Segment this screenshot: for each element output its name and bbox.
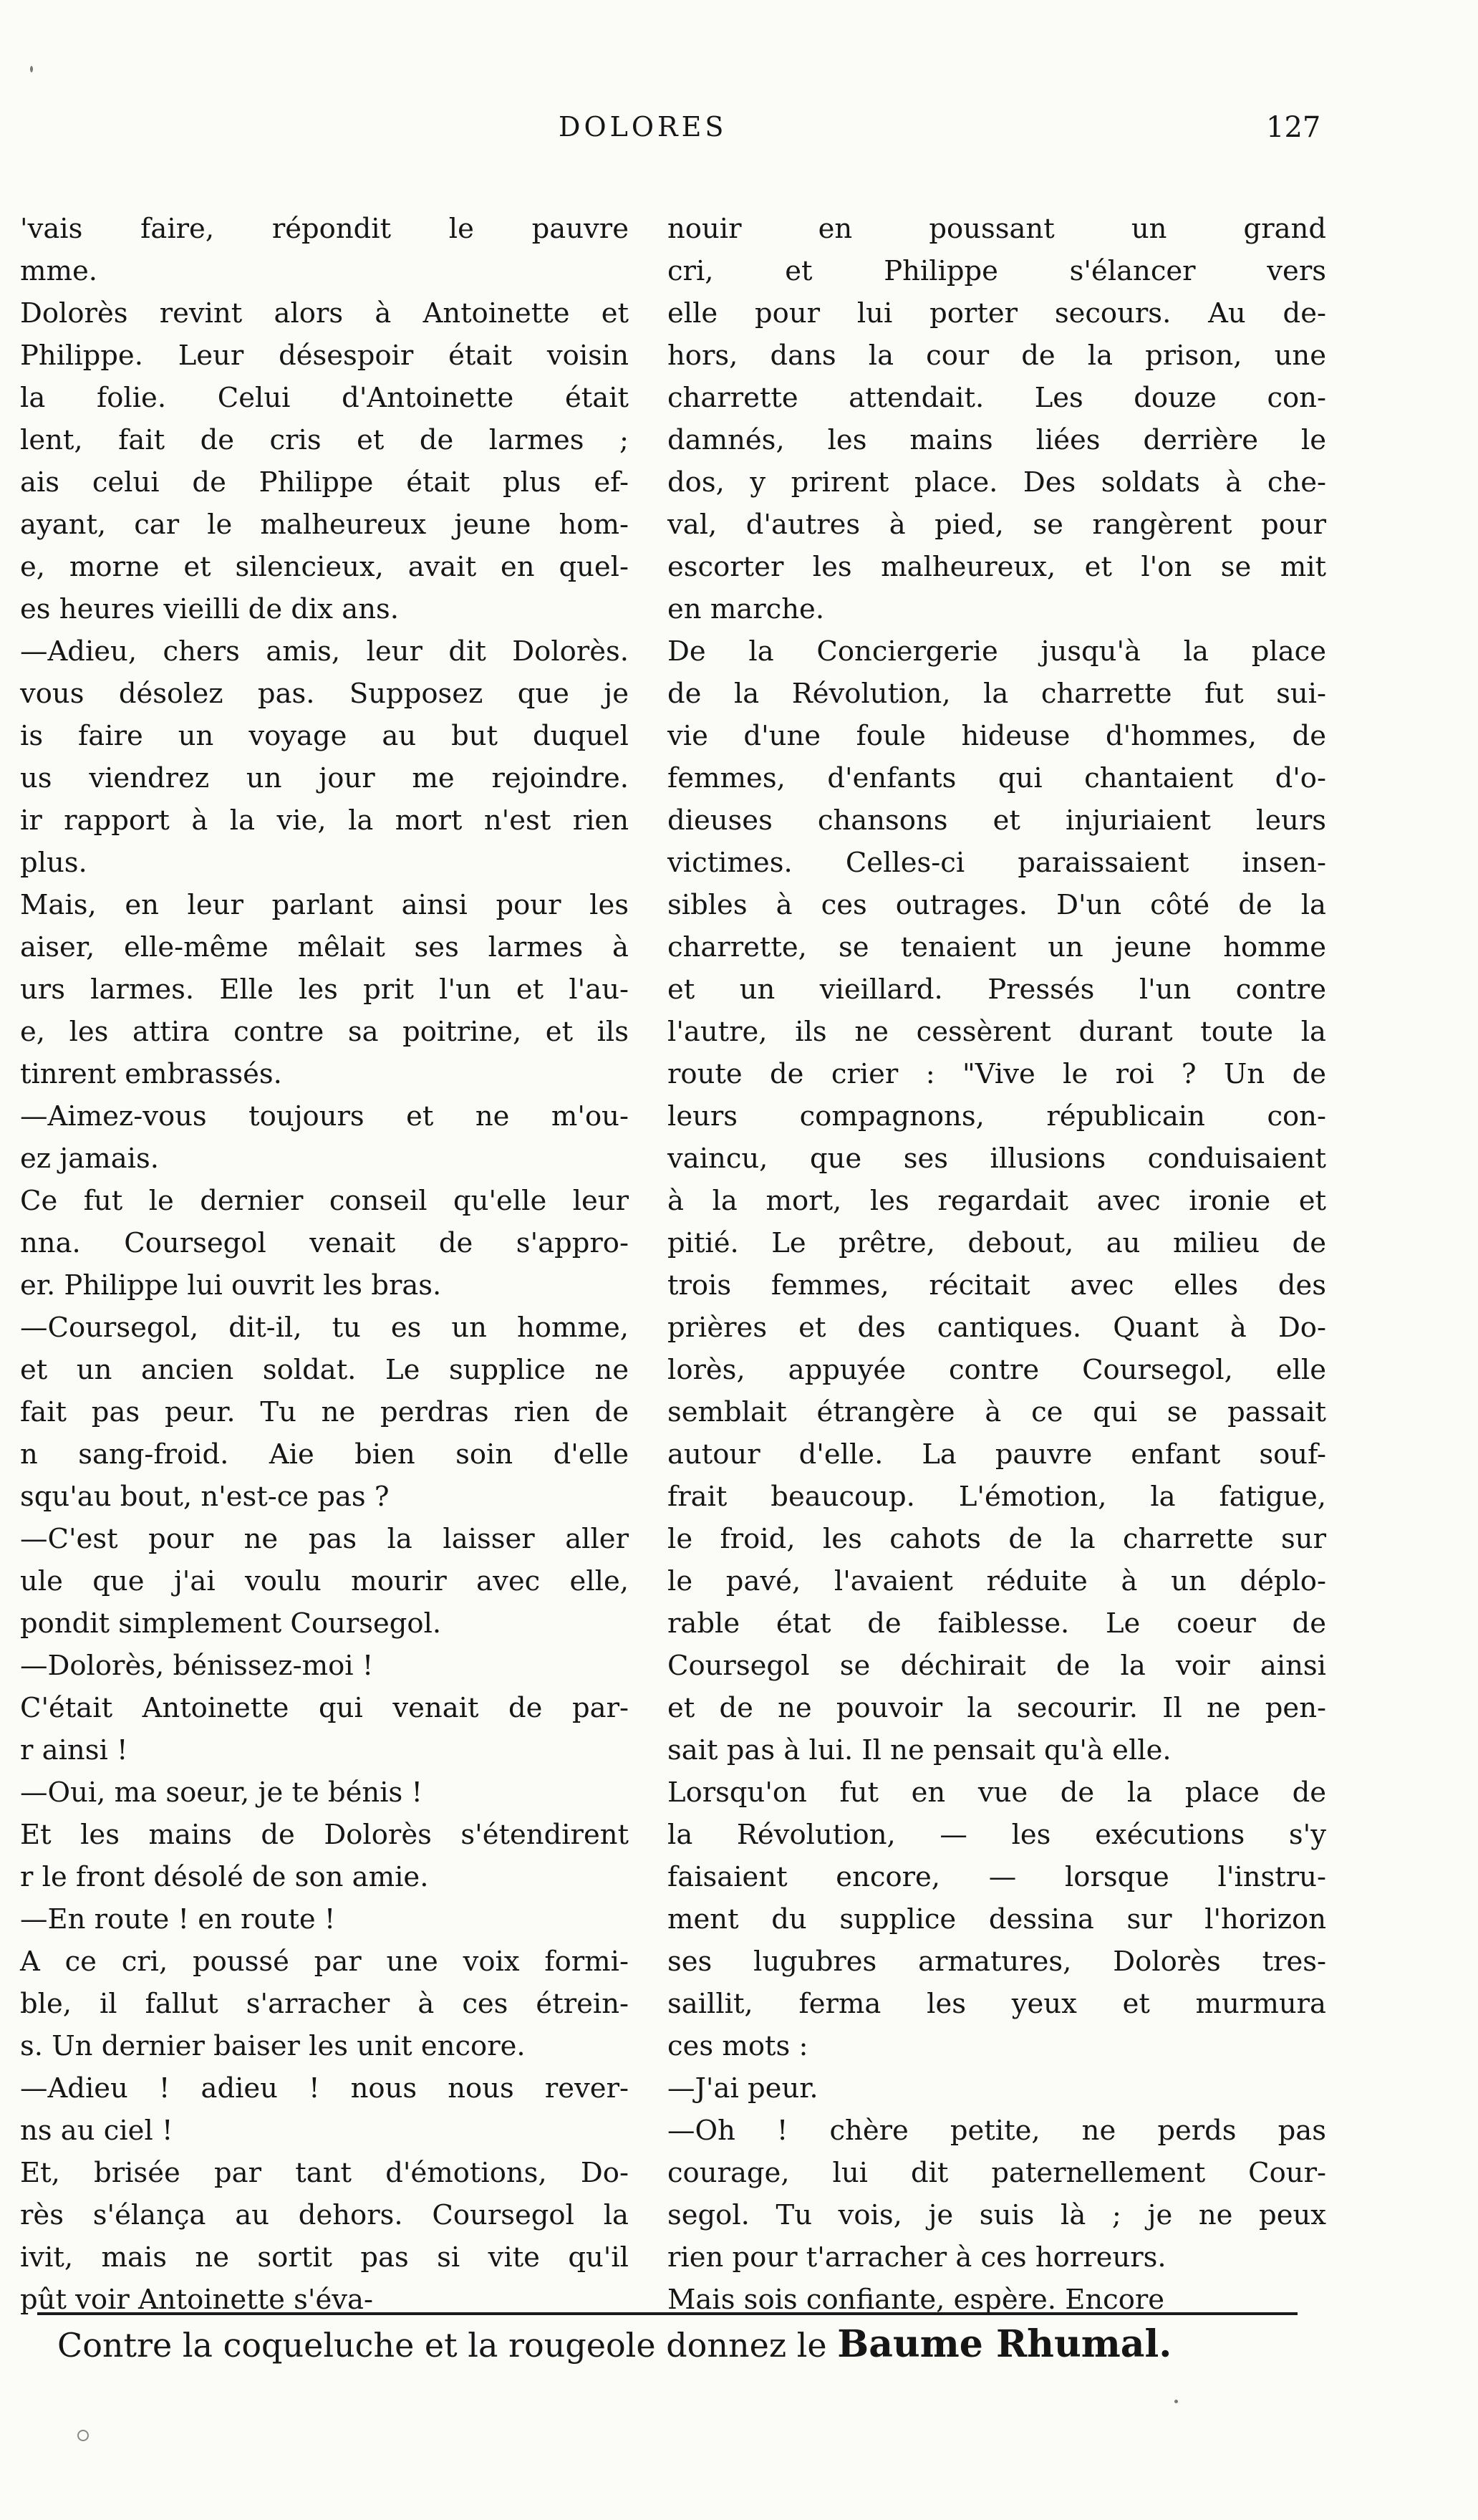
text-line: vous désolez pas. Supposez que je [20, 678, 629, 710]
text-line: trois femmes, récitait avec elles des [667, 1269, 1326, 1302]
text-line: charrette attendait. Les douze con- [667, 382, 1326, 414]
text-line: er. Philippe lui ouvrit les bras. [20, 1269, 442, 1302]
text-line: prières et des cantiques. Quant à Do- [667, 1312, 1326, 1344]
footer-rule [37, 2312, 1298, 2315]
paper-speck [77, 2430, 89, 2441]
text-line: —Oh ! chère petite, ne perds pas [667, 2115, 1326, 2147]
text-line: Ce fut le dernier conseil qu'elle leur [20, 1185, 629, 1217]
text-line: damnés, les mains liées derrière le [667, 424, 1326, 456]
text-line: 'vais faire, répondit le pauvre [20, 213, 629, 245]
text-line: de la Révolution, la charrette fut sui- [667, 678, 1326, 710]
text-line: courage, lui dit paternellement Cour- [667, 2157, 1326, 2189]
text-line: vaincu, que ses illusions conduisaient [667, 1143, 1326, 1175]
text-line: ir rapport à la vie, la mort n'est rien [20, 804, 629, 837]
text-line: urs larmes. Elle les prit l'un et l'au- [20, 973, 629, 1006]
text-line: l'autre, ils ne cessèrent durant toute la [667, 1016, 1326, 1048]
text-line: elle pour lui porter secours. Au de- [667, 297, 1326, 330]
text-line: nna. Coursegol venait de s'appro- [20, 1227, 629, 1259]
text-line: n sang-froid. Aie bien soin d'elle [20, 1438, 629, 1471]
paper-speck [30, 66, 33, 72]
text-line: leurs compagnons, républicain con- [667, 1100, 1326, 1132]
text-line: cri, et Philippe s'élancer vers [667, 255, 1326, 287]
text-line: Coursegol se déchirait de la voir ainsi [667, 1650, 1326, 1682]
text-line: dos, y prirent place. Des soldats à che- [667, 466, 1326, 499]
page-number: 127 [1266, 111, 1321, 144]
text-line: segol. Tu vois, je suis là ; je ne peux [667, 2199, 1326, 2231]
text-line: à la mort, les regardait avec ironie et [667, 1185, 1326, 1217]
text-line: s. Un dernier baiser les unit encore. [20, 2030, 526, 2062]
text-line: e, les attira contre sa poitrine, et ils [20, 1016, 629, 1048]
text-line: ble, il fallut s'arracher à ces étrein- [20, 1988, 629, 2020]
text-line: ivit, mais ne sortit pas si vite qu'il [20, 2241, 629, 2274]
text-line: semblait étrangère à ce qui se passait [667, 1396, 1326, 1428]
text-line: sait pas à lui. Il ne pensait qu'à elle. [667, 1734, 1172, 1766]
text-line: —Coursegol, dit-il, tu es un homme, [20, 1312, 629, 1344]
text-line: la Révolution, — les exécutions s'y [667, 1819, 1326, 1851]
text-line: ns au ciel ! [20, 2115, 173, 2147]
text-line: le froid, les cahots de la charrette sur [667, 1523, 1326, 1555]
advert-text: Contre la coqueluche et la rougeole donnez le [57, 2326, 827, 2365]
running-title: DOLORES [559, 111, 728, 143]
text-line: frait beaucoup. L'émotion, la fatigue, [667, 1481, 1326, 1513]
text-line: ses lugubres armatures, Dolorès tres- [667, 1946, 1326, 1978]
text-line: hors, dans la cour de la prison, une [667, 340, 1326, 372]
text-line: r ainsi ! [20, 1734, 128, 1766]
text-line: Mais, en leur parlant ainsi pour les [20, 889, 629, 921]
text-line: la folie. Celui d'Antoinette était [20, 382, 629, 414]
text-line: plus. [20, 847, 87, 879]
page-header [0, 111, 1478, 154]
text-line: rien pour t'arracher à ces horreurs. [667, 2241, 1167, 2274]
text-line: squ'au bout, n'est-ce pas ? [20, 1481, 390, 1513]
text-line: femmes, d'enfants qui chantaient d'o- [667, 762, 1326, 794]
text-line: —Aimez-vous toujours et ne m'ou- [20, 1100, 629, 1132]
left-text-column [20, 208, 629, 2321]
text-line: pitié. Le prêtre, debout, au milieu de [667, 1227, 1326, 1259]
text-line: faisaient encore, — lorsque l'instru- [667, 1861, 1326, 1893]
text-line: r le front désolé de son amie. [20, 1861, 429, 1893]
text-line: et un ancien soldat. Le supplice ne [20, 1354, 629, 1386]
text-line: e, morne et silencieux, avait en quel- [20, 551, 629, 583]
text-line: fait pas peur. Tu ne perdras rien de [20, 1396, 629, 1428]
text-line: Lorsqu'on fut en vue de la place de [667, 1776, 1326, 1809]
text-line: C'était Antoinette qui venait de par- [20, 1692, 629, 1724]
text-line: victimes. Celles-ci paraissaient insen- [667, 847, 1326, 879]
text-line: —Adieu, chers amis, leur dit Dolorès. [20, 635, 629, 668]
text-line: ez jamais. [20, 1143, 159, 1175]
text-line: is faire un voyage au but duquel [20, 720, 629, 752]
text-line: mme. [20, 255, 98, 287]
text-line: pondit simplement Coursegol. [20, 1607, 442, 1640]
text-line: et un vieillard. Pressés l'un contre [667, 973, 1326, 1006]
advertisement-line [57, 2319, 1275, 2370]
text-line: ayant, car le malheureux jeune hom- [20, 509, 629, 541]
text-line: Dolorès revint alors à Antoinette et [20, 297, 629, 330]
text-line: Philippe. Leur désespoir était voisin [20, 340, 629, 372]
text-line: ment du supplice dessina sur l'horizon [667, 1903, 1326, 1935]
text-line: Et, brisée par tant d'émotions, Do- [20, 2157, 629, 2189]
text-line: le pavé, l'avaient réduite à un déplo- [667, 1565, 1326, 1597]
text-line: ule que j'ai voulu mourir avec elle, [20, 1565, 629, 1597]
text-line: vie d'une foule hideuse d'hommes, de [667, 720, 1326, 752]
text-line: —C'est pour ne pas la laisser aller [20, 1523, 629, 1555]
text-line: —Oui, ma soeur, je te bénis ! [20, 1776, 422, 1809]
text-line: escorter les malheureux, et l'on se mit [667, 551, 1326, 583]
text-line: tinrent embrassés. [20, 1058, 282, 1090]
text-line: Et les mains de Dolorès s'étendirent [20, 1819, 629, 1851]
text-line: lent, fait de cris et de larmes ; [20, 424, 629, 456]
text-line: val, d'autres à pied, se rangèrent pour [667, 509, 1326, 541]
text-line: pût voir Antoinette s'éva- [20, 2284, 373, 2316]
text-line: us viendrez un jour me rejoindre. [20, 762, 629, 794]
text-line: A ce cri, poussé par une voix formi- [20, 1946, 629, 1978]
text-line: ais celui de Philippe était plus ef- [20, 466, 629, 499]
text-line: route de crier : "Vive le roi ? Un de [667, 1058, 1326, 1090]
text-line: autour d'elle. La pauvre enfant souf- [667, 1438, 1326, 1471]
text-line: nouir en poussant un grand [667, 213, 1326, 245]
advert-product-name: Baume Rhumal. [837, 2322, 1172, 2366]
text-line: aiser, elle-même mêlait ses larmes à [20, 931, 629, 963]
paper-speck [1174, 2400, 1178, 2403]
text-line: —Adieu ! adieu ! nous nous rever- [20, 2072, 629, 2105]
text-line: lorès, appuyée contre Coursegol, elle [667, 1354, 1326, 1386]
text-line: ces mots : [667, 2030, 808, 2062]
text-line: —J'ai peur. [667, 2072, 818, 2105]
text-line: et de ne pouvoir la secourir. Il ne pen- [667, 1692, 1326, 1724]
text-line: rès s'élança au dehors. Coursegol la [20, 2199, 629, 2231]
text-line: dieuses chansons et injuriaient leurs [667, 804, 1326, 837]
text-line: en marche. [667, 593, 825, 625]
text-line: —Dolorès, bénissez-moi ! [20, 1650, 374, 1682]
text-line: Mais sois confiante, espère. Encore [667, 2284, 1165, 2316]
text-line: es heures vieilli de dix ans. [20, 593, 399, 625]
text-line: saillit, ferma les yeux et murmura [667, 1988, 1326, 2020]
text-line: De la Conciergerie jusqu'à la place [667, 635, 1326, 668]
text-line: rable état de faiblesse. Le coeur de [667, 1607, 1326, 1640]
text-line: —En route ! en route ! [20, 1903, 336, 1935]
right-text-column [667, 208, 1326, 2321]
text-line: charrette, se tenaient un jeune homme [667, 931, 1326, 963]
text-line: sibles à ces outrages. D'un côté de la [667, 889, 1326, 921]
